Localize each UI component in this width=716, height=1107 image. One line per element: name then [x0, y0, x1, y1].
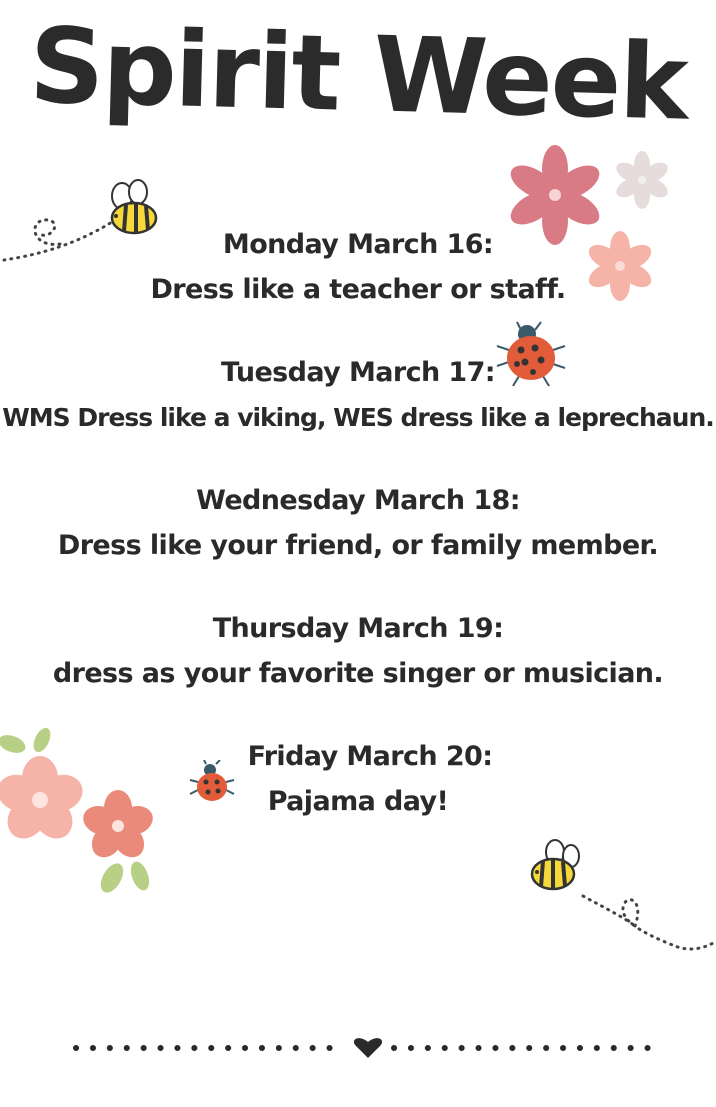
- spirit-week-schedule: [0, 222, 716, 862]
- day-entry-wednesday: [0, 478, 716, 568]
- day-label: Friday March 20:: [247, 741, 493, 772]
- day-label: Thursday March 19:: [212, 613, 504, 644]
- day-label: Tuesday March 17:: [221, 357, 495, 388]
- day-description: WMS Dress like a viking, WES dress like a leprechaun.: [2, 403, 714, 432]
- page-title: Spirit Week: [27, 4, 689, 144]
- day-entry-friday: [0, 734, 716, 824]
- dotted-divider: [70, 1036, 670, 1060]
- day-description: dress as your favorite singer or musician.: [52, 658, 664, 689]
- day-description: Dress like a teacher or staff.: [150, 274, 566, 305]
- day-label: Monday March 16:: [222, 229, 494, 260]
- day-label: Wednesday March 18:: [196, 485, 520, 516]
- day-description: Dress like your friend, or family member.: [57, 530, 659, 561]
- heart-icon: [354, 1038, 382, 1058]
- day-entry-tuesday: [0, 350, 716, 440]
- day-entry-monday: [0, 222, 716, 312]
- day-entry-thursday: [0, 606, 716, 696]
- day-description: Pajama day!: [267, 786, 449, 817]
